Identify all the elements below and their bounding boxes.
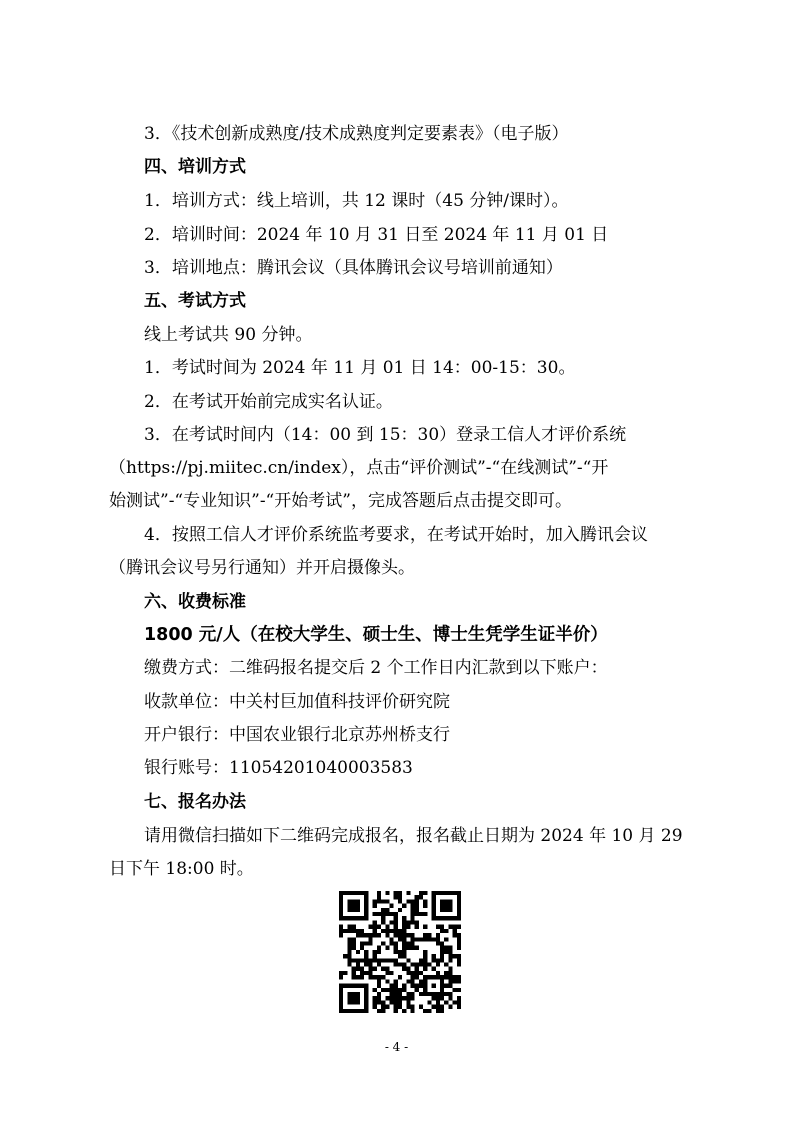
section-heading-fee-standard: 六、收费标准	[144, 592, 246, 612]
training-time-text: 2．培训时间：2024 年 10 月 31 日至 2024 年 11 月 01 日	[144, 225, 609, 245]
page-number: - 4 -	[384, 1040, 409, 1054]
exam-verification-text: 2．在考试开始前完成实名认证。	[144, 392, 393, 412]
section-heading-exam-method: 五、考试方式	[144, 291, 246, 311]
fee-amount-text: 1800 元/人（在校大学生、硕士生、博士生凭学生证半价）	[144, 625, 608, 645]
exam-login-text-cont-1: （https://pj.miitec.cn/index），点击“评价测试”-“在线测试”-“开	[109, 458, 609, 478]
exam-proctor-text: 4．按照工信人才评价系统监考要求，在考试开始时，加入腾讯会议	[144, 525, 648, 545]
section-heading-registration: 七、报名办法	[144, 792, 246, 812]
exam-login-text-cont-2: 始测试”-“专业知识”-“开始考试”，完成答题后点击提交即可。	[109, 491, 572, 511]
registration-text-cont: 日下午 18:00 时。	[109, 859, 254, 879]
registration-text: 请用微信扫描如下二维码完成报名，报名截止日期为 2024 年 10 月 29	[144, 826, 683, 846]
exam-login-text: 3．在考试时间内（14：00 到 15：30）登录工信人才评价系统	[144, 425, 627, 445]
bank-text: 开户银行：中国农业银行北京苏州桥支行	[144, 725, 450, 745]
attachment-item-3: 3．《技术创新成熟度/技术成熟度判定要素表》（电子版）	[144, 124, 569, 144]
payee-text: 收款单位：中关村巨加值科技评价研究院	[144, 692, 450, 712]
registration-qr-code	[339, 891, 461, 1013]
payment-method-text: 缴费方式：二维码报名提交后 2 个工作日内汇款到以下账户：	[144, 658, 608, 678]
account-number-text: 银行账号：11054201040003583	[144, 758, 413, 778]
exam-proctor-text-cont: （腾讯会议号另行通知）并开启摄像头。	[109, 558, 415, 578]
exam-duration-text: 线上考试共 90 分钟。	[144, 325, 313, 345]
exam-time-text: 1．考试时间为 2024 年 11 月 01 日 14：00-15：30。	[144, 358, 576, 378]
training-method-text: 1．培训方式：线上培训，共 12 课时（45 分钟/课时）。	[144, 191, 569, 211]
section-heading-training-method: 四、培训方式	[144, 157, 246, 177]
training-location-text: 3．培训地点：腾讯会议（具体腾讯会议号培训前通知）	[144, 258, 563, 278]
